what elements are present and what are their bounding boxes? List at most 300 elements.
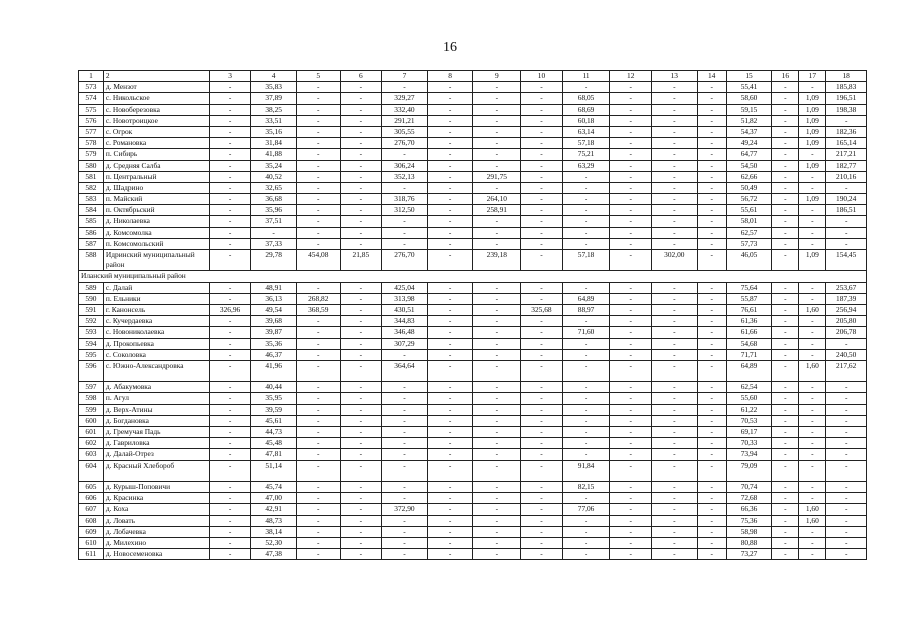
table-cell: - (610, 250, 652, 271)
table-cell: - (473, 149, 521, 160)
table-cell: - (772, 327, 799, 338)
table-cell: - (697, 504, 726, 515)
table-cell: - (382, 382, 428, 393)
table-cell: - (610, 227, 652, 238)
table-cell: - (296, 104, 340, 115)
table-cell: - (340, 82, 382, 93)
table-cell: 346,48 (382, 327, 428, 338)
table-cell: 70,74 (726, 481, 772, 492)
table-cell: - (427, 382, 473, 393)
table-cell: - (427, 427, 473, 438)
table-cell: - (521, 104, 563, 115)
table-cell: - (209, 449, 251, 460)
table-cell: 603 (79, 449, 104, 460)
table-cell: - (826, 504, 867, 515)
table-cell: - (697, 216, 726, 227)
table-cell: - (772, 227, 799, 238)
table-cell: - (651, 82, 697, 93)
locality-name-cell: п. Октябрьский (103, 205, 209, 216)
locality-name-cell: д. Далай-Отрез (103, 449, 209, 460)
table-cell: - (340, 138, 382, 149)
table-cell: - (521, 149, 563, 160)
table-cell: - (296, 282, 340, 293)
table-row (79, 126, 867, 137)
table-cell: - (651, 182, 697, 193)
table-cell: 35,96 (251, 205, 297, 216)
table-cell: - (651, 316, 697, 327)
table-cell: 47,38 (251, 549, 297, 560)
table-cell: 425,04 (382, 282, 428, 293)
table-cell: 607 (79, 504, 104, 515)
table-cell: 68,69 (562, 104, 610, 115)
table-cell: - (610, 171, 652, 182)
table-cell: 40,52 (251, 171, 297, 182)
table-cell: - (651, 327, 697, 338)
table-cell: - (772, 493, 799, 504)
table-cell: - (209, 415, 251, 426)
table-cell: 14 (697, 71, 726, 82)
table-cell: 32,65 (251, 182, 297, 193)
table-row (79, 282, 867, 293)
table-cell: - (296, 115, 340, 126)
table-cell: - (427, 216, 473, 227)
table-cell: - (521, 404, 563, 415)
table-cell: - (826, 449, 867, 460)
table-cell: 576 (79, 115, 104, 126)
table-cell: - (296, 194, 340, 205)
table-cell: - (799, 327, 826, 338)
table-cell: - (697, 82, 726, 93)
table-cell: 1,60 (799, 304, 826, 315)
table-cell: 66,36 (726, 504, 772, 515)
table-cell: - (651, 282, 697, 293)
table-cell: 364,64 (382, 360, 428, 381)
table-cell: 80,88 (726, 537, 772, 548)
table-cell: - (382, 515, 428, 526)
table-cell: - (610, 427, 652, 438)
table-cell: - (610, 194, 652, 205)
locality-name-cell: д. Комсомолка (103, 227, 209, 238)
table-cell: - (209, 349, 251, 360)
table-cell: - (427, 493, 473, 504)
table-cell: - (382, 349, 428, 360)
table-cell: - (473, 493, 521, 504)
table-cell: - (562, 449, 610, 460)
table-cell: - (521, 481, 563, 492)
section-title: Иланский муниципальный район (79, 271, 867, 282)
table-cell: - (521, 338, 563, 349)
table-cell: - (772, 427, 799, 438)
table-cell: 217,21 (826, 149, 867, 160)
table-cell: 29,78 (251, 250, 297, 271)
table-cell: - (296, 160, 340, 171)
table-cell: - (651, 304, 697, 315)
table-cell: - (772, 205, 799, 216)
table-cell: 8 (427, 71, 473, 82)
table-cell: - (562, 549, 610, 560)
table-cell: 73,94 (726, 449, 772, 460)
table-row (79, 526, 867, 537)
table-cell: - (382, 481, 428, 492)
table-cell: - (562, 404, 610, 415)
table-cell: - (772, 438, 799, 449)
table-cell: - (427, 238, 473, 249)
table-cell: 37,33 (251, 238, 297, 249)
table-cell: - (209, 104, 251, 115)
table-row (79, 393, 867, 404)
table-cell: 598 (79, 393, 104, 404)
table-cell: - (473, 238, 521, 249)
table-cell: - (296, 205, 340, 216)
table-cell: - (340, 493, 382, 504)
table-cell: - (799, 227, 826, 238)
table-cell: - (772, 481, 799, 492)
table-cell: - (340, 126, 382, 137)
table-cell: 52,30 (251, 537, 297, 548)
table-cell: 577 (79, 126, 104, 137)
table-cell: - (697, 104, 726, 115)
table-cell: 187,39 (826, 293, 867, 304)
table-cell: 57,73 (726, 238, 772, 249)
table-cell: - (651, 382, 697, 393)
table-cell: - (427, 115, 473, 126)
table-cell: - (296, 360, 340, 381)
table-cell: - (772, 504, 799, 515)
table-cell: 253,67 (826, 282, 867, 293)
table-cell: - (610, 126, 652, 137)
table-cell: 71,71 (726, 349, 772, 360)
table-cell: - (651, 515, 697, 526)
table-cell: 344,83 (382, 316, 428, 327)
table-cell: 329,27 (382, 93, 428, 104)
table-cell: 17 (799, 71, 826, 82)
table-cell: - (651, 216, 697, 227)
table-cell: - (772, 138, 799, 149)
table-cell: - (799, 393, 826, 404)
table-cell: - (296, 382, 340, 393)
table-cell: 70,33 (726, 438, 772, 449)
table-cell: - (521, 216, 563, 227)
table-cell: 1,09 (799, 250, 826, 271)
table-cell: - (562, 427, 610, 438)
table-cell: - (521, 393, 563, 404)
table-cell: 594 (79, 338, 104, 349)
table-cell: - (521, 138, 563, 149)
table-cell: - (826, 427, 867, 438)
table-cell: - (651, 205, 697, 216)
table-cell: 75,21 (562, 149, 610, 160)
table-cell: - (340, 549, 382, 560)
table-cell: - (651, 160, 697, 171)
table-cell: - (772, 537, 799, 548)
table-cell: - (473, 293, 521, 304)
table-cell: 586 (79, 227, 104, 238)
table-row (79, 115, 867, 126)
table-cell: - (340, 504, 382, 515)
table-cell: - (799, 216, 826, 227)
table-cell: - (427, 205, 473, 216)
table-cell: 75,36 (726, 515, 772, 526)
locality-name-cell: д. Мензот (103, 82, 209, 93)
locality-name-cell: д. Гремучая Падь (103, 427, 209, 438)
table-cell: - (697, 250, 726, 271)
table-cell: 57,18 (562, 138, 610, 149)
table-cell: - (826, 526, 867, 537)
table-cell: - (473, 549, 521, 560)
table-cell: - (772, 460, 799, 481)
table-cell: 302,00 (651, 250, 697, 271)
table-cell: - (427, 93, 473, 104)
table-cell: 583 (79, 194, 104, 205)
table-cell: - (340, 194, 382, 205)
table-cell: - (209, 327, 251, 338)
table-cell: 580 (79, 160, 104, 171)
table-cell: - (697, 238, 726, 249)
table-cell: - (799, 537, 826, 548)
table-cell: - (610, 93, 652, 104)
table-cell: - (826, 481, 867, 492)
table-cell: - (296, 138, 340, 149)
table-cell: - (610, 415, 652, 426)
table-cell: 165,14 (826, 138, 867, 149)
table-cell: - (697, 316, 726, 327)
table-row (79, 227, 867, 238)
table-cell: 38,25 (251, 104, 297, 115)
table-cell: - (382, 227, 428, 238)
table-cell: - (296, 82, 340, 93)
table-cell: 64,89 (562, 293, 610, 304)
table-row (79, 238, 867, 249)
table-cell: - (427, 460, 473, 481)
table-cell: - (340, 171, 382, 182)
table-cell: - (772, 282, 799, 293)
table-cell: - (521, 316, 563, 327)
table-cell: - (521, 449, 563, 460)
locality-name-cell: с. Новотроицкое (103, 115, 209, 126)
table-cell: - (382, 415, 428, 426)
table-cell: - (521, 504, 563, 515)
table-cell: - (826, 515, 867, 526)
table-cell: - (296, 427, 340, 438)
table-cell: - (427, 293, 473, 304)
table-row (79, 160, 867, 171)
table-cell: - (826, 393, 867, 404)
table-cell: - (697, 327, 726, 338)
table-cell: - (697, 515, 726, 526)
table-cell: - (651, 126, 697, 137)
table-cell: - (340, 227, 382, 238)
locality-name-cell: с. Новониколаевка (103, 327, 209, 338)
table-cell: - (562, 282, 610, 293)
locality-name-cell: д. Гавриловка (103, 438, 209, 449)
table-cell: 4 (251, 71, 297, 82)
table-cell: - (209, 82, 251, 93)
table-cell: 600 (79, 415, 104, 426)
table-cell: - (340, 93, 382, 104)
table-cell: - (251, 227, 297, 238)
table-cell: 41,96 (251, 360, 297, 381)
locality-name-cell: д. Милехино (103, 537, 209, 548)
table-cell: - (610, 282, 652, 293)
table-cell: 1,60 (799, 360, 826, 381)
table-cell: 185,83 (826, 82, 867, 93)
table-cell: 21,85 (340, 250, 382, 271)
table-cell: - (697, 282, 726, 293)
table-cell: - (521, 327, 563, 338)
locality-name-cell: 2 (103, 71, 209, 82)
table-cell: - (382, 526, 428, 537)
table-cell: - (382, 82, 428, 93)
table-cell: - (562, 82, 610, 93)
table-cell: - (799, 238, 826, 249)
table-cell: 88,97 (562, 304, 610, 315)
table-cell: - (427, 138, 473, 149)
table-cell: - (296, 415, 340, 426)
table-cell: 430,51 (382, 304, 428, 315)
table-cell: 61,22 (726, 404, 772, 415)
table-cell: - (521, 438, 563, 449)
table-cell: - (296, 126, 340, 137)
table-cell: 604 (79, 460, 104, 481)
locality-name-cell: п. Комсомольский (103, 238, 209, 249)
table-cell: - (562, 171, 610, 182)
table-cell: - (521, 205, 563, 216)
table-cell: - (473, 415, 521, 426)
table-cell: - (340, 304, 382, 315)
table-cell: - (772, 104, 799, 115)
table-cell: - (697, 138, 726, 149)
table-cell: - (610, 460, 652, 481)
table-cell: 182,36 (826, 126, 867, 137)
table-cell: 18 (826, 71, 867, 82)
table-cell: - (382, 438, 428, 449)
table-cell: - (209, 549, 251, 560)
table-cell: - (340, 438, 382, 449)
table-cell: - (209, 515, 251, 526)
locality-name-cell: д. Верх-Атины (103, 404, 209, 415)
table-cell: - (697, 481, 726, 492)
table-cell: - (610, 537, 652, 548)
table-cell: - (427, 250, 473, 271)
table-cell: - (296, 182, 340, 193)
table-cell: - (382, 238, 428, 249)
table-cell: - (382, 216, 428, 227)
table-cell: - (772, 182, 799, 193)
table-cell: - (521, 460, 563, 481)
table-cell: - (697, 449, 726, 460)
table-cell: 45,48 (251, 438, 297, 449)
table-cell: - (651, 338, 697, 349)
table-cell: - (610, 493, 652, 504)
table-cell: - (340, 537, 382, 548)
table-cell: 55,61 (726, 205, 772, 216)
table-cell: - (772, 549, 799, 560)
table-cell: - (799, 549, 826, 560)
table-row (79, 293, 867, 304)
table-cell: 7 (382, 71, 428, 82)
locality-name-cell: с. Кучердаевка (103, 316, 209, 327)
table-cell: - (427, 515, 473, 526)
table-cell: - (521, 250, 563, 271)
locality-name-cell: д. Красинка (103, 493, 209, 504)
table-cell: - (697, 438, 726, 449)
table-cell: - (296, 316, 340, 327)
table-cell: 1,09 (799, 115, 826, 126)
table-cell: - (382, 449, 428, 460)
table-cell: - (772, 404, 799, 415)
table-cell: 58,98 (726, 526, 772, 537)
table-cell: 91,84 (562, 460, 610, 481)
table-cell: - (826, 182, 867, 193)
table-cell: - (209, 126, 251, 137)
table-cell: - (427, 504, 473, 515)
table-cell: - (209, 393, 251, 404)
table-row (79, 250, 867, 271)
table-cell: - (521, 382, 563, 393)
table-cell: 57,18 (562, 250, 610, 271)
table-cell: 590 (79, 293, 104, 304)
table-cell: - (521, 115, 563, 126)
table-cell: - (340, 515, 382, 526)
table-row (79, 349, 867, 360)
table-cell: 591 (79, 304, 104, 315)
page-number: 16 (443, 40, 457, 55)
table-cell: - (799, 404, 826, 415)
table-cell: - (651, 549, 697, 560)
table-cell: - (296, 481, 340, 492)
table-cell: 61,36 (726, 316, 772, 327)
table-cell: - (772, 382, 799, 393)
table-cell: - (799, 293, 826, 304)
table-cell: - (651, 449, 697, 460)
table-cell: - (562, 238, 610, 249)
table-cell: - (651, 349, 697, 360)
table-cell: - (209, 205, 251, 216)
table-cell: 31,84 (251, 138, 297, 149)
locality-name-cell: с. Огрок (103, 126, 209, 137)
table-cell: - (209, 149, 251, 160)
table-cell: - (473, 382, 521, 393)
table-cell: - (340, 481, 382, 492)
locality-name-cell: д. Ловать (103, 515, 209, 526)
table-cell: - (610, 316, 652, 327)
table-cell: 352,13 (382, 171, 428, 182)
table-row (79, 504, 867, 515)
table-cell: 1,60 (799, 515, 826, 526)
table-cell: - (562, 316, 610, 327)
table-cell: - (473, 526, 521, 537)
table-cell: - (340, 360, 382, 381)
table-row (79, 194, 867, 205)
table-cell: - (473, 327, 521, 338)
table-cell: - (521, 415, 563, 426)
table-body (79, 71, 867, 560)
table-cell: 581 (79, 171, 104, 182)
table-row (79, 427, 867, 438)
table-cell: 593 (79, 327, 104, 338)
table-cell: - (427, 393, 473, 404)
table-cell: 609 (79, 526, 104, 537)
table-cell: - (651, 493, 697, 504)
table-cell: - (473, 504, 521, 515)
table-cell: - (521, 82, 563, 93)
table-cell: - (610, 216, 652, 227)
table-cell: 54,68 (726, 338, 772, 349)
table-cell: - (209, 93, 251, 104)
table-cell: - (209, 438, 251, 449)
table-cell: - (521, 182, 563, 193)
table-row (79, 382, 867, 393)
